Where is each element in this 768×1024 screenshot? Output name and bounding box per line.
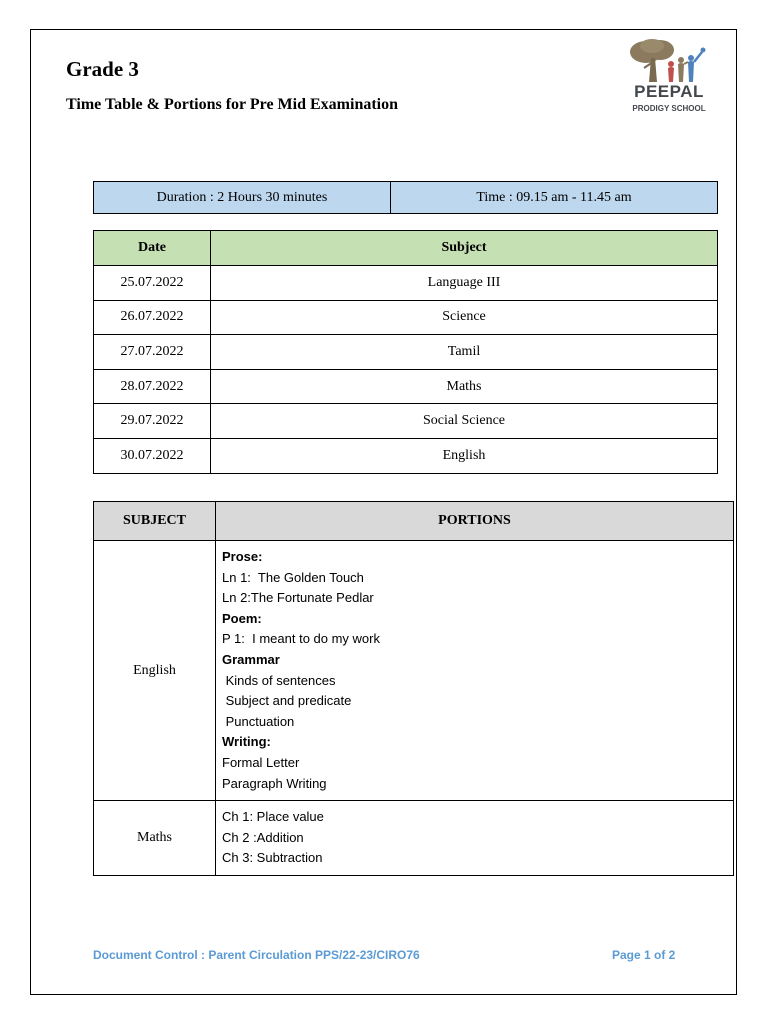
portions-table — [93, 501, 734, 876]
subject-cell: English — [94, 541, 216, 801]
subject-cell: Maths — [94, 801, 216, 876]
date-cell: 29.07.2022 — [94, 404, 211, 439]
table-row — [94, 404, 718, 439]
portions-header-row — [94, 502, 734, 541]
table-row — [94, 266, 718, 301]
portion-item: Paragraph Writing — [222, 775, 327, 791]
portion-item: Ch 3: Subtraction — [222, 850, 323, 866]
page-number: Page 1 of 2 — [612, 948, 676, 962]
portions-cell — [216, 801, 734, 876]
portion-item: Ln 2:The Fortunate Pedlar — [222, 590, 374, 606]
page-subtitle: Time Table & Portions for Pre Mid Examination — [66, 96, 399, 113]
subject-cell: Social Science — [211, 404, 718, 439]
section-heading: Grammar — [222, 651, 280, 667]
portions-cell — [216, 541, 734, 801]
table-row — [94, 300, 718, 335]
date-cell: 30.07.2022 — [94, 438, 211, 473]
timetable-header-row — [94, 231, 718, 266]
table-row — [94, 438, 718, 473]
timetable — [93, 230, 718, 474]
date-cell: 28.07.2022 — [94, 369, 211, 404]
school-logo — [624, 38, 716, 120]
portion-item: Formal Letter — [222, 754, 300, 770]
logo-subtitle: PRODIGY SCHOOL — [632, 104, 706, 113]
portions-column-header: PORTIONS — [216, 502, 734, 541]
section-heading: Prose: — [222, 549, 263, 564]
date-column-header: Date — [94, 231, 211, 266]
subject-cell: English — [211, 438, 718, 473]
portion-item: Ch 2 :Addition — [222, 829, 304, 845]
portion-item: Punctuation — [222, 713, 295, 729]
exam-info-table — [93, 181, 718, 214]
date-cell: 26.07.2022 — [94, 300, 211, 335]
subject-cell: Tamil — [211, 335, 718, 370]
subject-cell: Language III — [211, 266, 718, 301]
subject-column-header: SUBJECT — [94, 502, 216, 541]
date-cell: 25.07.2022 — [94, 266, 211, 301]
tree-icon — [624, 38, 716, 86]
portion-item: Ln 1: The Golden Touch — [222, 569, 364, 585]
logo-name: PEEPAL — [634, 82, 704, 101]
table-row — [94, 335, 718, 370]
exam-info-row — [94, 182, 718, 214]
subject-column-header: Subject — [211, 231, 718, 266]
portion-item: Subject and predicate — [222, 693, 352, 709]
date-cell: 27.07.2022 — [94, 335, 211, 370]
table-row — [94, 541, 734, 801]
portion-item: Kinds of sentences — [222, 672, 336, 688]
section-heading: Writing: — [222, 734, 271, 750]
duration-cell: Duration : 2 Hours 30 minutes — [94, 182, 391, 214]
table-row — [94, 801, 734, 876]
table-row — [94, 369, 718, 404]
document-control: Document Control : Parent Circulation PPS/22-23/CIRO76 — [93, 948, 420, 962]
time-cell: Time : 09.15 am - 11.45 am — [391, 182, 718, 214]
portion-item: P 1: I meant to do my work — [222, 631, 380, 647]
subject-cell: Maths — [211, 369, 718, 404]
subject-cell: Science — [211, 300, 718, 335]
section-heading: Poem: — [222, 610, 262, 626]
portion-item: Ch 1: Place value — [222, 809, 324, 825]
page-title: Grade 3 — [66, 57, 139, 81]
